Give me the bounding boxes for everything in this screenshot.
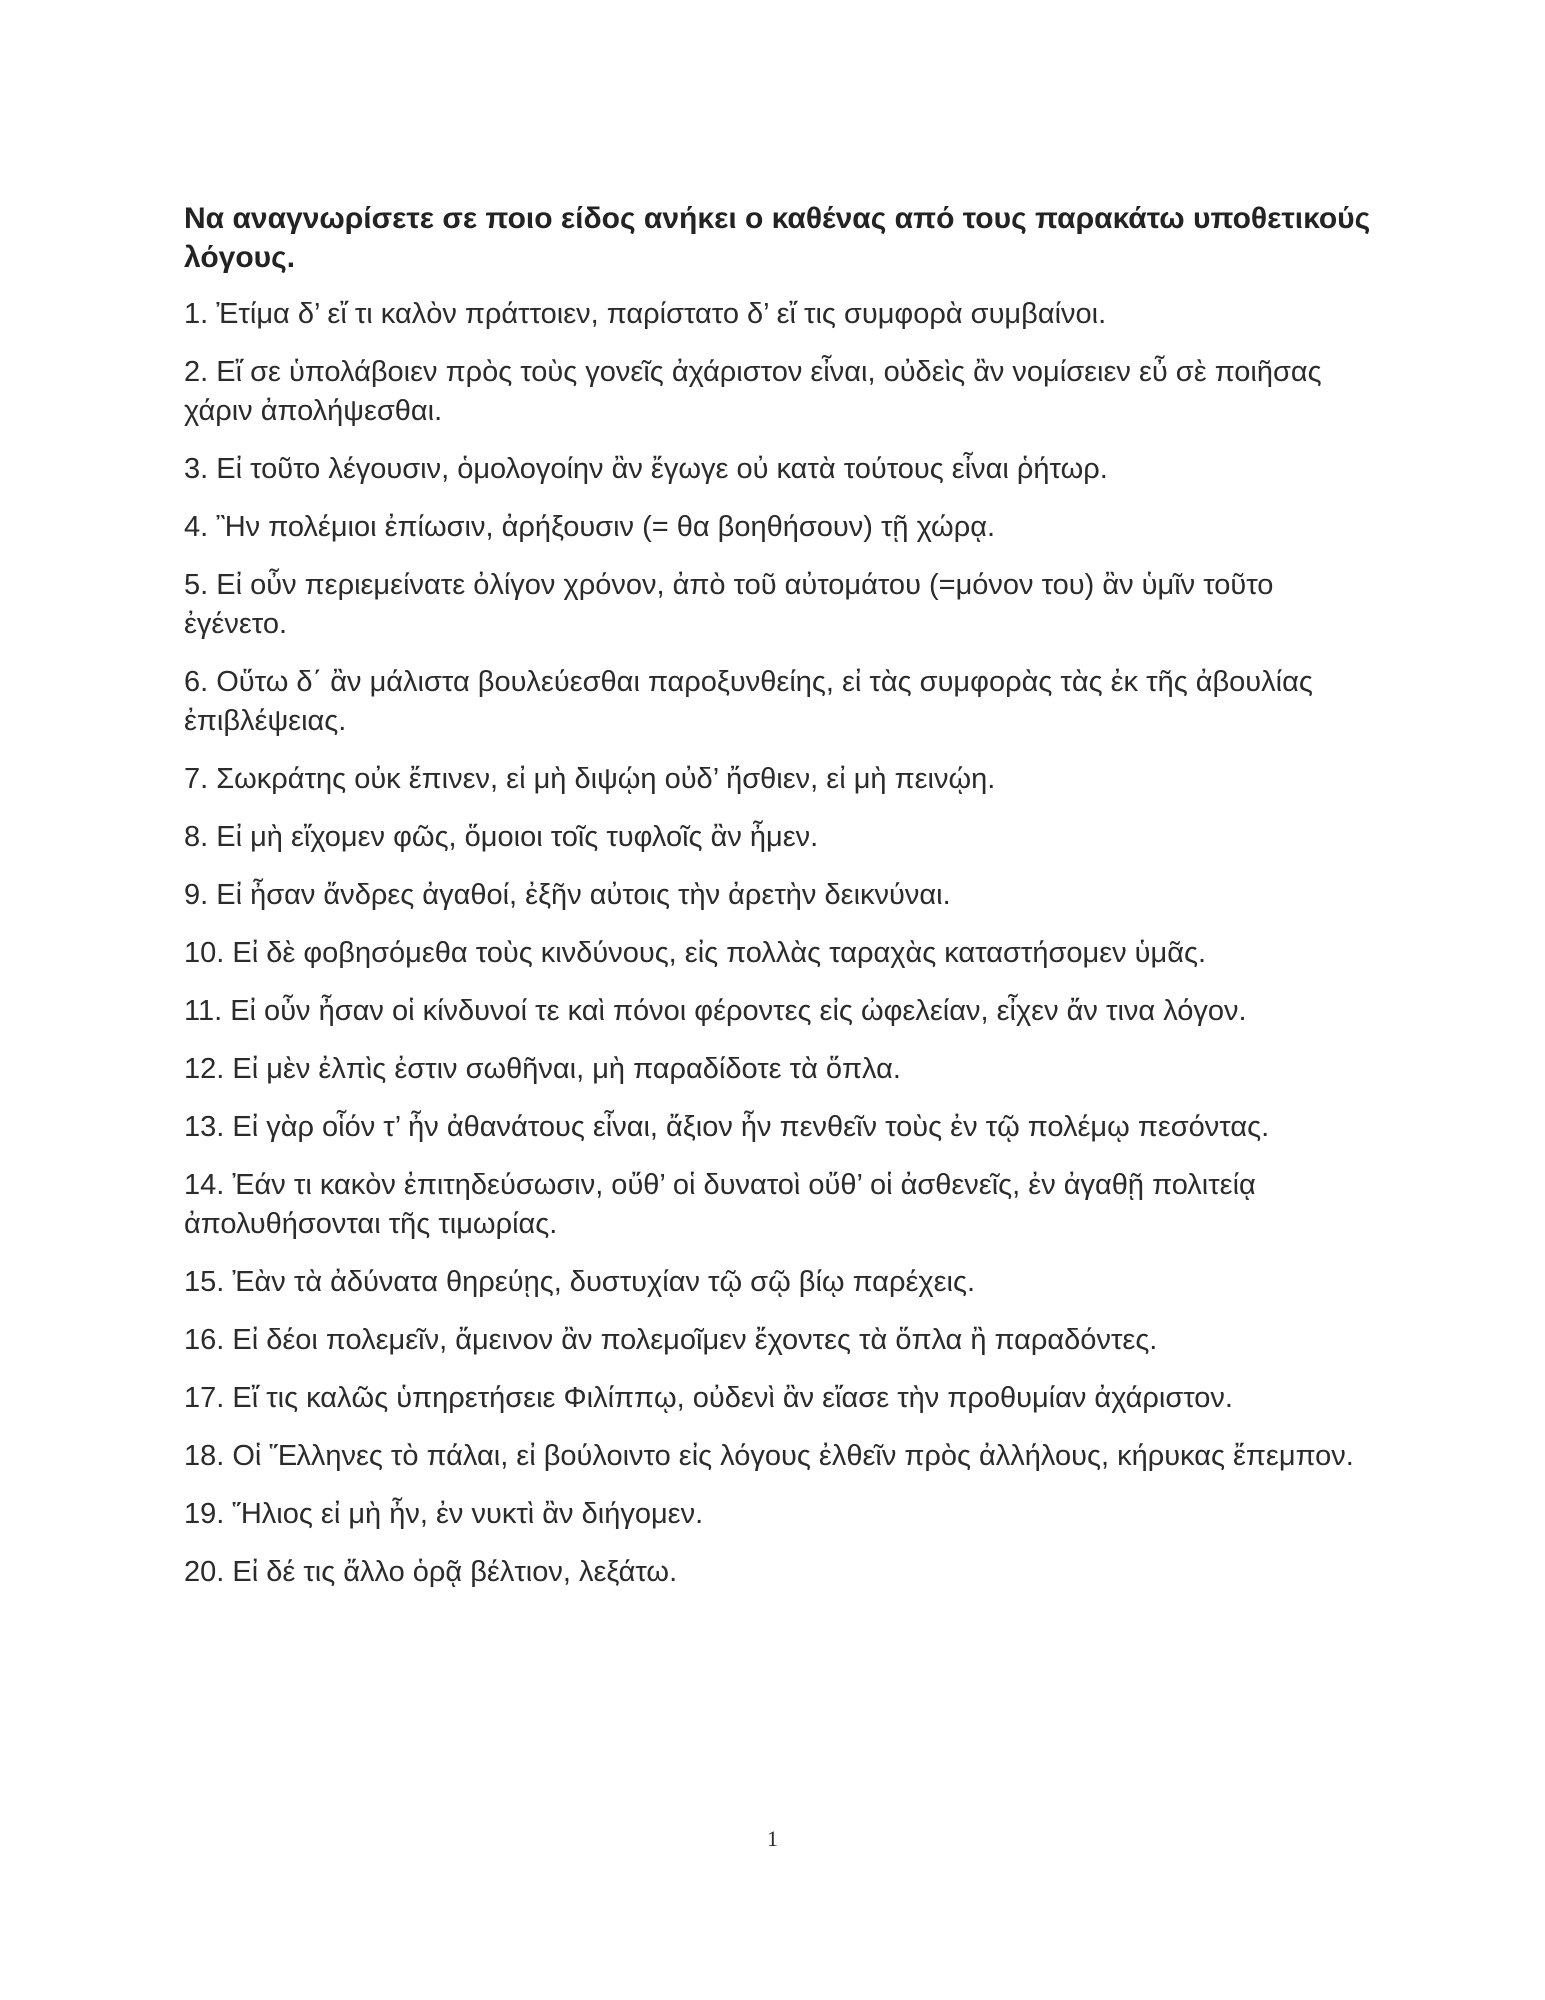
list-item: 13. Εἰ γὰρ οἷόν τ’ ἦν ἀθανάτους εἶναι, ἄξιον ἦν πενθεῖν τοὺς ἐν τῷ πολέμῳ πεσόντας. (184, 1111, 1270, 1143)
list-item: 19. Ἥλιος εἰ μὴ ἦν, ἐν νυκτὶ ἂν διήγομεν. (184, 1498, 704, 1530)
list-item: 14. Ἐάν τι κακὸν ἐπιτηδεύσωσιν, οὔθ’ οἱ δυνατοὶ οὔθ’ οἱ ἀσθενεῖς, ἐν ἀγαθῇ πολιτείᾳ ἀπολυθήσονται τῆς τιμωρίας. (184, 1169, 1256, 1240)
list-item: 20. Εἰ δέ τις ἄλλο ὁρᾷ βέλτιον, λεξάτω. (184, 1556, 678, 1588)
list-item: 8. Εἰ μὴ εἴχομεν φῶς, ὅμοιοι τοῖς τυφλοῖς ἂν ἦμεν. (184, 821, 819, 853)
list-item: 16. Εἰ δέοι πολεμεῖν, ἄμεινον ἂν πολεμοῖμεν ἔχοντες τὰ ὅπλα ἢ παραδόντες. (184, 1324, 1158, 1356)
exercise-heading: Να αναγνωρίσετε σε ποιο είδος ανήκει ο καθένας από τους παρακάτω υποθετικούς λόγους. (184, 202, 1371, 274)
list-item: 3. Εἰ τοῦτο λέγουσιν, ὁμολογοίην ἂν ἔγωγε οὐ κατὰ τούτους εἶναι ῥήτωρ. (184, 453, 1108, 485)
list-item: 9. Εἰ ἦσαν ἄνδρες ἀγαθοί, ἐξῆν αὐτοις τὴν ἀρετὴν δεικνύναι. (184, 879, 951, 911)
list-item: 18. Οἱ Ἕλληνες τὸ πάλαι, εἰ βούλοιντο εἰς λόγους ἐλθεῖν πρὸς ἀλλήλους, κήρυκας ἔπεμπον. (184, 1440, 1354, 1472)
list-item: 1. Ἐτίμα δ’ εἴ τι καλὸν πράττοιεν, παρίστατο δ’ εἴ τις συμφορὰ συμβαίνοι. (184, 298, 1107, 330)
list-item: 7. Σωκράτης οὐκ ἔπινεν, εἰ μὴ διψῴη οὐδ’ ἤσθιεν, εἰ μὴ πεινῴη. (184, 763, 996, 795)
sentence-list (184, 295, 1384, 1592)
list-item: 17. Εἴ τις καλῶς ὑπηρετήσειε Φιλίππῳ, οὐδενὶ ἂν εἴασε τὴν προθυμίαν ἀχάριστον. (184, 1382, 1233, 1414)
list-item: 10. Εἰ δὲ φοβησόμεθα τοὺς κινδύνους, εἰς πολλὰς ταραχὰς καταστήσομεν ὑμᾶς. (184, 937, 1207, 969)
list-item: 15. Ἐὰν τὰ ἀδύνατα θηρεύῃς, δυστυχίαν τῷ σῷ βίῳ παρέχεις. (184, 1266, 976, 1298)
list-item: 2. Εἴ σε ὑπολάβοιεν πρὸς τοὺς γονεῖς ἀχάριστον εἶναι, οὐδεὶς ἂν νομίσειεν εὖ σὲ ποιῆσας χάριν ἀπολήψεσθαι. (184, 356, 1322, 427)
list-item: 6. Οὕτω δ΄ ἂν μάλιστα βουλεύεσθαι παροξυνθείης, εἰ τὰς συμφορὰς τὰς ἐκ τῆς ἀβουλίας ἐπιβλέψειας. (184, 666, 1313, 737)
document-body (184, 199, 1384, 1611)
list-item: 12. Εἰ μὲν ἐλπὶς ἐστιν σωθῆναι, μὴ παραδίδοτε τὰ ὅπλα. (184, 1053, 901, 1085)
list-item: 5. Εἰ οὖν περιεμείνατε ὀλίγον χρόνον, ἀπὸ τοῦ αὐτομάτου (=μόνον του) ἂν ὑμῖν τοῦτο ἐγένετο. (184, 569, 1274, 640)
page-number: 1 (767, 1826, 778, 1851)
list-item: 4. Ἢν πολέμιοι ἐπίωσιν, ἀρήξουσιν (= θα βοηθήσουν) τῇ χώρᾳ. (184, 511, 996, 543)
list-item: 11. Εἰ οὖν ἦσαν οἱ κίνδυνοί τε καὶ πόνοι φέροντες εἰς ὠφελείαν, εἶχεν ἄν τινα λόγον. (184, 995, 1247, 1027)
